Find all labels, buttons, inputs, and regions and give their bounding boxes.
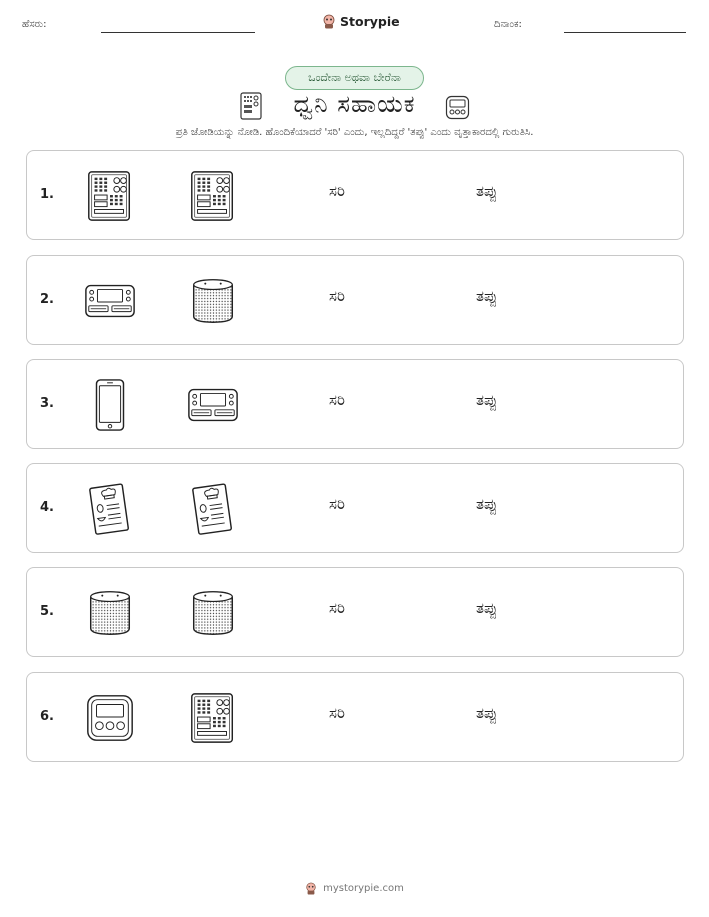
question-number: 1. [40, 187, 54, 202]
control-panel-icon [185, 169, 241, 223]
recipe-card-icon [185, 482, 241, 536]
question-row [26, 463, 684, 553]
smart-speaker-icon [185, 586, 241, 640]
answer-same[interactable]: ಸರಿ [329, 287, 345, 305]
question-row [26, 672, 684, 762]
answer-different[interactable]: ತಪ್ಪು [476, 182, 498, 200]
footer [0, 882, 709, 895]
control-panel-icon [82, 169, 138, 223]
kitchen-timer-icon [445, 95, 470, 120]
instructions: ಪ್ರತಿ ಜೋಡಿಯನ್ನು ನೋಡಿ. ಹೊಂದಿಕೆಯಾದರೆ 'ಸರಿ' ಎಂದು, ಇಲ್ಲದಿದ್ದರೆ 'ತಪ್ಪು' ಎಂದು ವೃತ್ತಾಕಾರದಲ್ಲಿ ಗುರುತಿಸಿ. [175, 127, 534, 138]
page-title: ಧ್ವನಿ ಸಹಾಯಕ [293, 90, 416, 118]
answer-different[interactable]: ತಪ್ಪು [476, 704, 498, 722]
answer-same[interactable]: ಸರಿ [329, 391, 345, 409]
question-number: 2. [40, 292, 54, 307]
name-label: ಹೆಸರು: [22, 19, 47, 30]
question-number: 3. [40, 396, 54, 411]
recipe-card-icon [82, 482, 138, 536]
answer-different[interactable]: ತಪ್ಪು [476, 287, 498, 305]
mascot-icon [322, 14, 336, 29]
question-number: 6. [40, 709, 54, 724]
answer-different[interactable]: ತಪ್ಪು [476, 599, 498, 617]
question-row [26, 150, 684, 240]
brand-logo [322, 14, 400, 29]
answer-same[interactable]: ಸರಿ [329, 182, 345, 200]
question-row [26, 567, 684, 657]
radio-device-icon [82, 274, 138, 328]
brand-name: Storypie [340, 14, 400, 29]
answer-different[interactable]: ತಪ್ಪು [476, 495, 498, 513]
kitchen-timer-icon [82, 691, 138, 745]
smartphone-icon [82, 378, 138, 432]
smart-speaker-icon [185, 274, 241, 328]
radio-device-icon [185, 378, 241, 432]
question-row [26, 359, 684, 449]
answer-same[interactable]: ಸರಿ [329, 495, 345, 513]
question-row [26, 255, 684, 345]
control-panel-icon [185, 691, 241, 745]
footer-url[interactable]: mystorypie.com [323, 883, 404, 894]
date-label: ದಿನಾಂಕ: [494, 19, 522, 30]
answer-different[interactable]: ತಪ್ಪು [476, 391, 498, 409]
smart-speaker-icon [82, 586, 138, 640]
question-number: 5. [40, 604, 54, 619]
mascot-icon [305, 882, 317, 895]
question-number: 4. [40, 500, 54, 515]
answer-same[interactable]: ಸರಿ [329, 599, 345, 617]
activity-type-badge: ಒಂದೇನಾ ಅಥವಾ ಬೇರೆನಾ [285, 66, 424, 90]
date-line[interactable] [564, 32, 686, 33]
answer-same[interactable]: ಸರಿ [329, 704, 345, 722]
name-line[interactable] [101, 32, 255, 33]
